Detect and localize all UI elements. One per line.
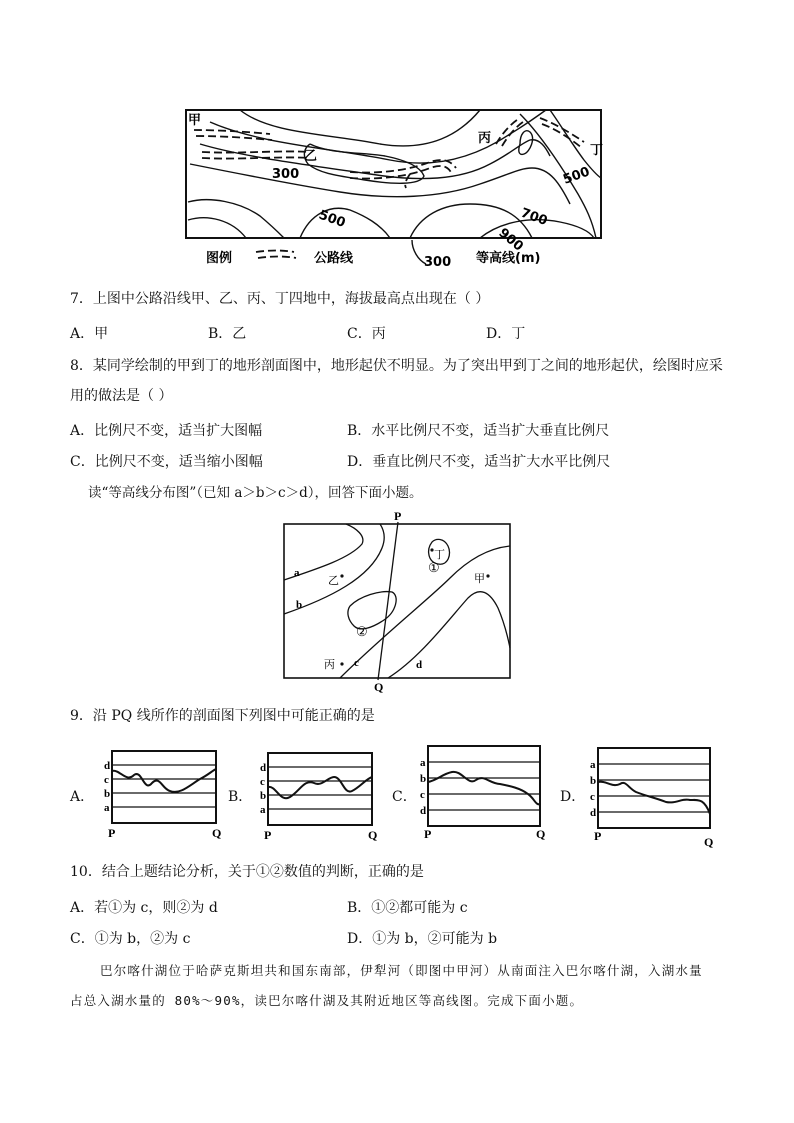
map2-P-label: P (394, 509, 402, 523)
contour-d-label: d (416, 659, 423, 671)
q9-option-b: B． (228, 789, 253, 805)
profile-b-level: c (260, 776, 265, 788)
q8-option-b: B．水平比例尺不变，适当扩大垂直比例尺 (347, 423, 610, 439)
question-10-stem: 10．结合上题结论分析，关于①②数值的判断，正确的是 (70, 864, 424, 880)
map2-label-jia: 甲 (474, 572, 485, 585)
question-9-stem: 9．沿 PQ 线所作的剖面图下列图中可能正确的是 (70, 708, 375, 724)
passage-line1: 巴尔喀什湖位于哈萨克斯坦共和国东南部，伊犁河（即图中甲河）从南面注入巴尔喀什湖，入湖水量 (100, 963, 703, 978)
profile-b-level: d (260, 762, 267, 774)
profile-d-P: P (594, 829, 602, 843)
map2-Q-label: Q (374, 680, 384, 694)
q7-option-d: D．丁 (486, 326, 526, 342)
q9-option-c: C． (392, 789, 417, 805)
q9-option-a: A． (70, 789, 95, 805)
map1-label-ding: 丁 (590, 143, 604, 158)
legend-contour: 等高线(m) (476, 251, 541, 266)
contour-a-label: a (294, 567, 300, 579)
q8-option-a: A．比例尺不变，适当扩大图幅 (70, 423, 263, 439)
profile-d-level: a (590, 759, 596, 771)
profile-c (416, 740, 556, 840)
contour-label: 500 (561, 164, 592, 188)
q7-option-c: C．丙 (347, 326, 386, 342)
q10-option-d: D．①为 b，②可能为 b (347, 931, 498, 947)
profile-c-Q: Q (536, 827, 546, 840)
profile-b-level: b (260, 790, 267, 802)
profile-a-level: c (104, 774, 109, 786)
contour-c-label: c (354, 657, 359, 669)
profile-b-P: P (264, 828, 272, 842)
map1-label-jia: 甲 (188, 113, 202, 128)
question-8-stem-line1: 8．某同学绘制的甲到丁的地形剖面图中，地形起伏不明显。为了突出甲到丁之间的地形起伏，绘图时应采 (70, 358, 723, 374)
q10-option-a: A．若①为 c，则②为 d (70, 900, 218, 916)
contour-b-label: b (296, 599, 303, 611)
map2-label-one: ① (428, 561, 440, 576)
question-7-stem: 7．上图中公路沿线甲、乙、丙、丁四地中，海拔最高点出现在（ ） (70, 291, 490, 307)
profile-d-level: b (590, 775, 597, 787)
contour-road-map (180, 104, 610, 274)
profile-c-level: c (420, 789, 425, 801)
profile-a-level: b (104, 788, 111, 800)
profile-d-level: c (590, 791, 595, 803)
profile-a-level: a (104, 802, 110, 814)
map2-label-ding: 丁 (434, 548, 445, 561)
q8-option-d: D．垂直比例尺不变，适当扩大水平比例尺 (347, 454, 611, 470)
q7-option-b: B．乙 (208, 326, 247, 342)
legend-road: 公路线 (314, 251, 354, 266)
map1-label-yi: 乙 (304, 149, 318, 164)
contour-label: 900 (495, 225, 526, 255)
contour-distribution-map (280, 508, 520, 694)
legend-contour-value: 300 (424, 255, 452, 270)
profile-b (256, 747, 386, 843)
contour-label: 700 (518, 205, 550, 230)
profile-c-level: a (420, 757, 426, 769)
map2-label-yi: 乙 (328, 574, 339, 587)
profile-c-P: P (424, 827, 432, 840)
profile-c-level: d (420, 805, 427, 817)
q8-option-c: C．比例尺不变，适当缩小图幅 (70, 454, 263, 470)
profile-d-Q: Q (704, 835, 714, 849)
question-8-stem-line2: 用的做法是（ ） (70, 388, 173, 404)
q9-option-d: D． (560, 789, 586, 805)
map1-label-bing: 丙 (478, 131, 492, 146)
profile-c-level: b (420, 773, 427, 785)
contour-label: 300 (272, 167, 300, 182)
map2-label-bing: 丙 (324, 658, 335, 671)
passage-line2: 占总入湖水量的 80%～90%，读巴尔喀什湖及其附近地区等高线图。完成下面小题。 (70, 993, 584, 1008)
profile-d-level: d (590, 807, 597, 819)
q10-option-b: B．①②都可能为 c (347, 900, 468, 916)
profile-d (586, 742, 726, 850)
intro-contour-question: 读“等高线分布图”（已知 a＞b＞c＞d），回答下面小题。 (88, 485, 423, 501)
profile-a (100, 745, 230, 841)
profile-b-level: a (260, 804, 266, 816)
contour-label: 500 (316, 207, 348, 232)
map2-label-two: ② (356, 625, 368, 640)
profile-b-Q: Q (368, 828, 378, 842)
profile-a-level: d (104, 760, 111, 772)
profile-a-Q: Q (212, 826, 222, 840)
legend-title: 图例 (206, 251, 233, 266)
q7-option-a: A．甲 (70, 326, 109, 342)
profile-a-P: P (108, 826, 116, 840)
q10-option-c: C．①为 b，②为 c (70, 931, 191, 947)
